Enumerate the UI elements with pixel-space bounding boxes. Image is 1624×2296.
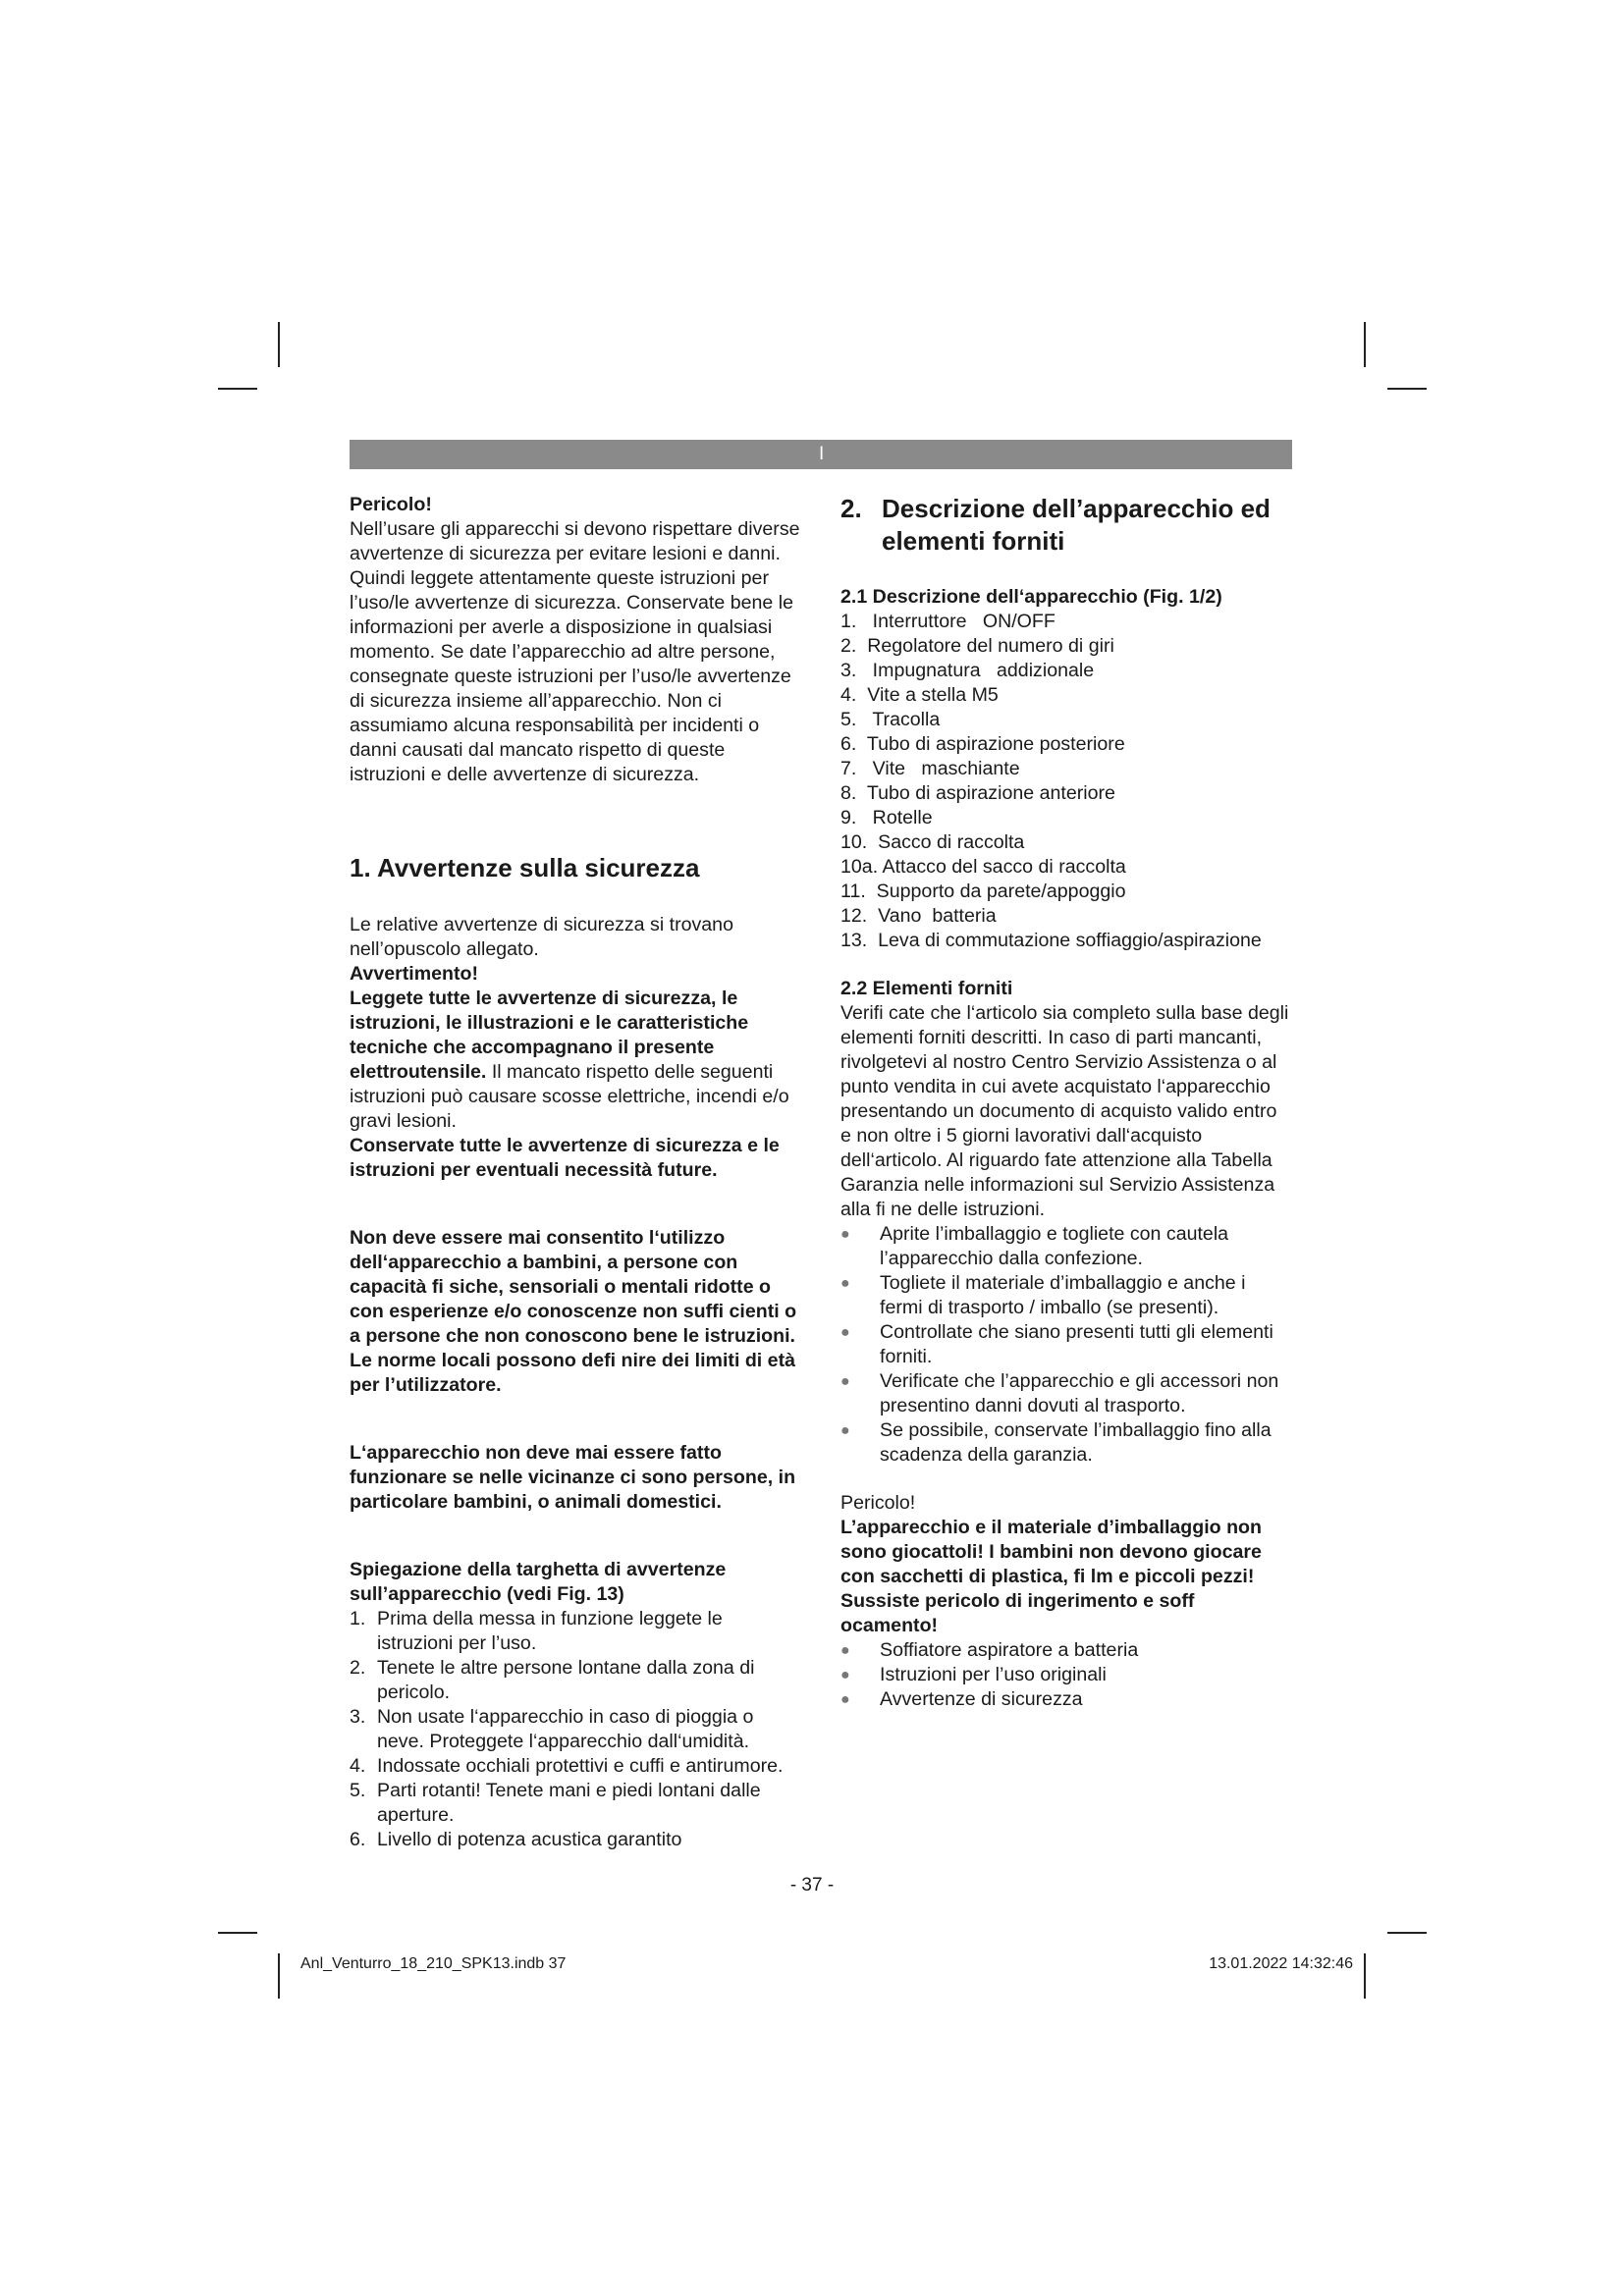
list-item: 6. Tubo di aspirazione posteriore <box>840 733 1125 755</box>
bullet-icon: ● <box>840 1324 850 1341</box>
list-item: 5. Parti rotanti! Tenete mani e piedi lontani dalle aperture. <box>350 1780 761 1826</box>
section1-title: 1. Avvertenze sulla sicurezza <box>350 853 700 882</box>
left-column <box>350 493 801 1852</box>
list-item: 1. Prima della messa in funzione leggete le istruzioni per l’uso. <box>350 1608 723 1654</box>
bullet-icon: ● <box>840 1642 850 1659</box>
right-column <box>840 493 1292 1712</box>
label-list <box>350 1607 801 1852</box>
list-item: ● Aprite l’imballaggio e togliete con cautela l’apparecchio dalla confezione. <box>840 1223 1229 1269</box>
warning-paragraph <box>350 987 801 1134</box>
nearby-warning: L‘apparecchio non deve mai essere fatto funzionare se nelle vicinanze ci sono persone, in particolare bambini, o animali domestici. <box>350 1442 796 1513</box>
section1-intro: Le relative avvertenze di sicurezza si trovano nell’opuscolo allegato. <box>350 914 733 960</box>
list-item: ● Avvertenze di sicurezza <box>840 1688 1083 1710</box>
file-info: Anl_Venturro_18_210_SPK13.indb 37 <box>300 1955 567 1972</box>
label-explanation-title: Spiegazione della targhetta di avvertenze sull’apparecchio (vedi Fig. 13) <box>350 1559 727 1605</box>
list-item: 12. Vano batteria <box>840 905 997 927</box>
list-item: ● Se possibile, conservate l’imballaggio fino alla scadenza della garanzia. <box>840 1419 1272 1466</box>
list-item: 5. Tracolla <box>840 709 941 730</box>
list-item: 4. Indossate occhiali protettivi e cuffi e antirumore. <box>350 1755 784 1777</box>
language-marker: I <box>819 444 825 464</box>
bullet-icon: ● <box>840 1691 850 1708</box>
list-item: 4. Vite a stella M5 <box>840 684 999 706</box>
page-number: - 37 - <box>789 1875 835 1896</box>
list-item: 7. Vite maschiante <box>840 758 1020 779</box>
print-timestamp: 13.01.2022 14:32:46 <box>1209 1955 1353 1972</box>
list-item: 9. Rotelle <box>840 807 933 828</box>
list-item: 3. Impugnatura addizionale <box>840 660 1095 681</box>
list-item: ● Controllate che siano presenti tutti gli elementi forniti. <box>840 1321 1273 1367</box>
bullet-icon: ● <box>840 1422 850 1439</box>
supplied-items <box>840 1638 1292 1712</box>
crop-mark <box>218 1932 257 1934</box>
danger2-text: L’apparecchio e il materiale d’imballaggio non sono giocattoli! I bambini non devono giocare con sacchetti di plastica, fi lm e piccoli pezzi! Sussiste pericolo di ingerimento e soff ocamento! <box>840 1517 1262 1636</box>
list-item: 10a. Attacco del sacco di raccolta <box>840 856 1126 878</box>
warning-normal-text: Il mancato rispetto delle seguenti istruzioni può causare scosse elettriche, incendi e/o gravi lesioni. <box>350 1061 789 1132</box>
keep-instructions-text: Conservate tutte le avvertenze di sicurezza e le istruzioni per eventuali necessità future. <box>350 1135 780 1181</box>
warning-title: Avvertimento! <box>350 963 479 985</box>
section2-number: 2. <box>840 494 862 523</box>
list-item: 3. Non usate l‘apparecchio in caso di pioggia o neve. Proteggete l‘apparecchio dall‘umidità. <box>350 1706 754 1752</box>
crop-mark <box>1387 388 1427 390</box>
list-item: ● Verificate che l’apparecchio e gli accessori non presentino danni dovuti al trasporto. <box>840 1370 1279 1416</box>
subsection-2-2-title: 2.2 Elementi forniti <box>840 978 1013 999</box>
header-bar <box>350 440 1292 469</box>
list-item: 13. Leva di commutazione soffiaggio/aspirazione <box>840 930 1262 951</box>
warning-bold-text: Leggete tutte le avvertenze di sicurezza, le istruzioni, le illustrazioni e le caratteristiche tecniche che accompagnano il presente elettroutensile. <box>350 988 749 1083</box>
list-item: 8. Tubo di aspirazione anteriore <box>840 782 1115 804</box>
list-item: 11. Supporto da parete/appoggio <box>840 881 1126 902</box>
bullet-icon: ● <box>840 1667 850 1683</box>
crop-mark <box>1364 322 1366 367</box>
crop-mark <box>218 388 257 390</box>
list-item: 2. Regolatore del numero di giri <box>840 635 1114 657</box>
children-warning: Non deve essere mai consentito l‘utilizzo dell‘apparecchio a bambini, a persone con capacità fi siche, sensoriali o mentali ridotte o con esperienze e/o conoscenze non suffi cienti o a persone che non conoscono bene le istruzioni. Le norme locali possono defi nire dei limiti di età per l’utilizzatore. <box>350 1227 797 1396</box>
bullet-icon: ● <box>840 1373 850 1390</box>
section2-title-text: Descrizione dell’apparecchio ed elementi forniti <box>882 494 1271 556</box>
crop-mark <box>1364 1953 1366 1999</box>
list-item: ● Istruzioni per l’uso originali <box>840 1664 1107 1685</box>
subsection-2-1-title: 2.1 Descrizione dell‘apparecchio (Fig. 1/2) <box>840 586 1222 608</box>
list-item: 10. Sacco di raccolta <box>840 831 1025 853</box>
bullet-icon: ● <box>840 1275 850 1292</box>
parts-list <box>840 610 1292 953</box>
list-item: ● Togliete il materiale d’imballaggio e anche i fermi di trasporto / imballo (se presenti). <box>840 1272 1246 1318</box>
section2-title <box>840 493 1292 558</box>
list-item: ● Soffiatore aspiratore a batteria <box>840 1639 1139 1661</box>
danger2-title: Pericolo! <box>840 1492 916 1514</box>
unpacking-steps <box>840 1222 1292 1468</box>
crop-mark <box>1387 1932 1427 1934</box>
crop-mark <box>278 1953 280 1999</box>
list-item: 6. Livello di potenza acustica garantito <box>350 1829 682 1850</box>
list-item: 1. Interruttore ON/OFF <box>840 611 1056 632</box>
supplied-check-text: Verifi cate che l‘articolo sia completo sulla base degli elementi forniti descritti. In caso di parti mancanti, rivolgetevi al nostro Centro Servizio Assistenza o al punto vendita in cui avete acquistato l‘apparecchio presentando un documento di acquisto valido entro e non oltre i 5 giorni lavorativi dall‘acquisto dell‘articolo. Al riguardo fate attenzione alla Tabella Garanzia nelle informazioni sul Servizio Assistenza alla fi ne delle istruzioni. <box>840 1002 1289 1220</box>
crop-mark <box>278 322 280 367</box>
danger-title: Pericolo! <box>350 494 432 515</box>
danger-text: Nell’usare gli apparecchi si devono rispettare diverse avvertenze di sicurezza per evitare lesioni e danni. Quindi leggete attentamente queste istruzioni per l’uso/le avvertenze di sicurezza. Conservate bene le informazioni per averle a disposizione in qualsiasi momento. Se date l’apparecchio ad altre persone, consegnate queste istruzioni per l’uso/le avvertenze di sicurezza insieme all’apparecchio. Non ci assumiamo alcuna responsabilità per incidenti o danni causati dal mancato rispetto di queste istruzioni e delle avvertenze di sicurezza. <box>350 518 800 785</box>
bullet-icon: ● <box>840 1226 850 1243</box>
list-item: 2. Tenete le altre persone lontane dalla zona di pericolo. <box>350 1657 755 1703</box>
